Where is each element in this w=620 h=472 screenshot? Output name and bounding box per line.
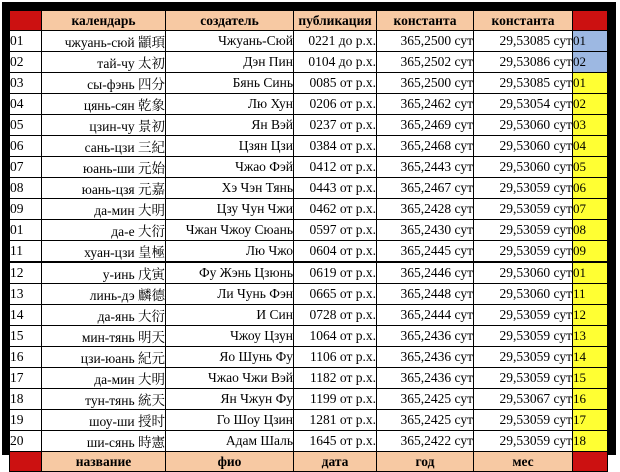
publication-date: 0206 от р.х. (294, 94, 377, 115)
calendar-name: юань-ши 元始 (42, 157, 166, 178)
publication-date: 0221 до р.х. (294, 31, 377, 52)
table-row (10, 115, 608, 136)
month-constant: 29,53060 сут (474, 284, 573, 305)
corner-cell (10, 11, 42, 31)
row-index: 19 (10, 410, 42, 431)
publication-date: 0665 от р.х. (294, 284, 377, 305)
row-index: 18 (10, 389, 42, 410)
calendar-table (9, 10, 608, 472)
month-constant: 29,53059 сут (474, 347, 573, 368)
sequence-number: 03 (573, 115, 608, 136)
month-constant: 29,53067 сут (474, 389, 573, 410)
calendar-name: чжуань-сюй 顓頊 (42, 31, 166, 52)
table-row (10, 410, 608, 431)
year-constant: 365,2469 сут (377, 115, 474, 136)
sequence-number: 14 (573, 347, 608, 368)
calendar-name: цзин-чу 景初 (42, 115, 166, 136)
year-constant: 365,2445 сут (377, 241, 474, 263)
creator-name: Лю Хун (166, 94, 294, 115)
sequence-number: 08 (573, 220, 608, 241)
table-row (10, 199, 608, 220)
creator-name: Фу Жэнь Цзюнь (166, 262, 294, 284)
calendar-name: цянь-сян 乾象 (42, 94, 166, 115)
table-row (10, 73, 608, 94)
table-row (10, 262, 608, 284)
year-constant: 365,2444 сут (377, 305, 474, 326)
creator-name: Чжоу Цзун (166, 326, 294, 347)
year-constant: 365,2422 сут (377, 431, 474, 452)
corner-cell (10, 452, 42, 472)
year-constant: 365,2448 сут (377, 284, 474, 305)
month-constant: 29,53059 сут (474, 178, 573, 199)
table-row (10, 31, 608, 52)
sequence-number: 06 (573, 178, 608, 199)
publication-date: 0619 от р.х. (294, 262, 377, 284)
row-index: 17 (10, 368, 42, 389)
calendar-name: да-мин 大明 (42, 368, 166, 389)
publication-date: 0104 до р.х. (294, 52, 377, 73)
publication-date: 1106 от р.х. (294, 347, 377, 368)
month-constant: 29,53059 сут (474, 410, 573, 431)
publication-date: 0412 от р.х. (294, 157, 377, 178)
creator-name: Адам Шаль (166, 431, 294, 452)
sequence-number: 02 (573, 52, 608, 73)
footer-name: название (42, 452, 166, 472)
publication-date: 0237 от р.х. (294, 115, 377, 136)
row-index: 16 (10, 347, 42, 368)
year-constant: 365,2443 сут (377, 157, 474, 178)
table-row (10, 136, 608, 157)
calendar-name: хуан-цзи 皇極 (42, 241, 166, 263)
creator-name: И Син (166, 305, 294, 326)
sequence-number: 12 (573, 305, 608, 326)
row-index: 04 (10, 94, 42, 115)
table-row (10, 305, 608, 326)
creator-name: Цзу Чун Чжи (166, 199, 294, 220)
footer-date: дата (294, 452, 377, 472)
calendar-name: тай-чу 太初 (42, 52, 166, 73)
year-constant: 365,2436 сут (377, 326, 474, 347)
creator-name: Ян Вэй (166, 115, 294, 136)
calendar-name: мин-тянь 明天 (42, 326, 166, 347)
header-calendar: календарь (42, 11, 166, 31)
sequence-number: 13 (573, 326, 608, 347)
creator-name: Чжан Чжоу Сюань (166, 220, 294, 241)
calendar-name: сань-цзи 三紀 (42, 136, 166, 157)
year-constant: 365,2462 сут (377, 94, 474, 115)
calendar-name: цзи-юань 紀元 (42, 347, 166, 368)
year-constant: 365,2430 сут (377, 220, 474, 241)
footer-month: мес (474, 452, 573, 472)
calendar-name: ши-сянь 時憲 (42, 431, 166, 452)
table-row (10, 52, 608, 73)
year-constant: 365,2500 сут (377, 31, 474, 52)
table-row (10, 241, 608, 263)
publication-date: 1199 от р.х. (294, 389, 377, 410)
month-constant: 29,53085 сут (474, 31, 573, 52)
calendar-name: тун-тянь 統天 (42, 389, 166, 410)
creator-name: Дэн Пин (166, 52, 294, 73)
creator-name: Яо Шунь Фу (166, 347, 294, 368)
row-index: 03 (10, 73, 42, 94)
table-row (10, 157, 608, 178)
calendar-name: да-мин 大明 (42, 199, 166, 220)
row-index: 15 (10, 326, 42, 347)
publication-date: 0462 от р.х. (294, 199, 377, 220)
year-constant: 365,2436 сут (377, 347, 474, 368)
year-constant: 365,2446 сут (377, 262, 474, 284)
year-constant: 365,2467 сут (377, 178, 474, 199)
sequence-number: 15 (573, 368, 608, 389)
month-constant: 29,53059 сут (474, 305, 573, 326)
table-row (10, 284, 608, 305)
calendar-name: юань-цзя 元嘉 (42, 178, 166, 199)
calendar-name: шоу-ши 授时 (42, 410, 166, 431)
header-creator: создатель (166, 11, 294, 31)
month-constant: 29,53059 сут (474, 431, 573, 452)
row-index: 14 (10, 305, 42, 326)
month-constant: 29,53085 сут (474, 73, 573, 94)
corner-cell (573, 452, 608, 472)
row-index: 05 (10, 115, 42, 136)
month-constant: 29,53086 сут (474, 52, 573, 73)
publication-date: 1281 от р.х. (294, 410, 377, 431)
footer-year: год (377, 452, 474, 472)
year-constant: 365,2425 сут (377, 389, 474, 410)
sequence-number: 04 (573, 136, 608, 157)
row-index: 02 (10, 52, 42, 73)
creator-name: Чжуань-Сюй (166, 31, 294, 52)
sequence-number: 02 (573, 94, 608, 115)
publication-date: 0728 от р.х. (294, 305, 377, 326)
year-constant: 365,2428 сут (377, 199, 474, 220)
sequence-number: 01 (573, 31, 608, 52)
table-row (10, 94, 608, 115)
year-constant: 365,2468 сут (377, 136, 474, 157)
month-constant: 29,53059 сут (474, 326, 573, 347)
row-index: 12 (10, 262, 42, 284)
creator-name: Чжао Чжи Вэй (166, 368, 294, 389)
month-constant: 29,53060 сут (474, 157, 573, 178)
row-index: 09 (10, 199, 42, 220)
sequence-number: 09 (573, 241, 608, 263)
calendar-name: сы-фэнь 四分 (42, 73, 166, 94)
corner-cell (573, 11, 608, 31)
table-row (10, 326, 608, 347)
publication-date: 1064 от р.х. (294, 326, 377, 347)
month-constant: 29,53060 сут (474, 136, 573, 157)
month-constant: 29,53059 сут (474, 368, 573, 389)
sequence-number: 01 (573, 262, 608, 284)
table-frame (2, 2, 616, 469)
table-row (10, 389, 608, 410)
row-index: 06 (10, 136, 42, 157)
row-index: 11 (10, 241, 42, 263)
table-row (10, 431, 608, 452)
calendar-name: да-е 大衍 (42, 220, 166, 241)
row-index: 01 (10, 31, 42, 52)
row-index: 20 (10, 431, 42, 452)
row-index: 13 (10, 284, 42, 305)
year-constant: 365,2436 сут (377, 368, 474, 389)
month-constant: 29,53059 сут (474, 199, 573, 220)
sequence-number: 05 (573, 157, 608, 178)
sequence-number: 07 (573, 199, 608, 220)
row-index: 01 (10, 220, 42, 241)
creator-name: Бянь Синь (166, 73, 294, 94)
year-constant: 365,2502 сут (377, 52, 474, 73)
header-publication: публикация (294, 11, 377, 31)
month-constant: 29,53059 сут (474, 220, 573, 241)
header-month-constant: константа (474, 11, 573, 31)
month-constant: 29,53060 сут (474, 115, 573, 136)
year-constant: 365,2500 сут (377, 73, 474, 94)
month-constant: 29,53060 сут (474, 262, 573, 284)
sequence-number: 11 (573, 284, 608, 305)
table-row (10, 220, 608, 241)
calendar-name: линь-дэ 麟德 (42, 284, 166, 305)
creator-name: Цзян Цзи (166, 136, 294, 157)
creator-name: Лю Чжо (166, 241, 294, 263)
month-constant: 29,53059 сут (474, 241, 573, 263)
creator-name: Го Шоу Цзин (166, 410, 294, 431)
sequence-number: 01 (573, 73, 608, 94)
row-index: 08 (10, 178, 42, 199)
publication-date: 0085 от р.х. (294, 73, 377, 94)
publication-date: 0604 от р.х. (294, 241, 377, 263)
table-row (10, 178, 608, 199)
publication-date: 0384 от р.х. (294, 136, 377, 157)
footer-fio: фио (166, 452, 294, 472)
month-constant: 29,53054 сут (474, 94, 573, 115)
header-year-constant: константа (377, 11, 474, 31)
row-index: 07 (10, 157, 42, 178)
table-row (10, 347, 608, 368)
sequence-number: 18 (573, 431, 608, 452)
sequence-number: 17 (573, 410, 608, 431)
footer-row (10, 452, 608, 472)
creator-name: Ян Чжун Фу (166, 389, 294, 410)
year-constant: 365,2425 сут (377, 410, 474, 431)
publication-date: 0597 от р.х. (294, 220, 377, 241)
creator-name: Чжао Фэй (166, 157, 294, 178)
calendar-name: да-янь 大衍 (42, 305, 166, 326)
publication-date: 1645 от р.х. (294, 431, 377, 452)
table-row (10, 368, 608, 389)
sequence-number: 16 (573, 389, 608, 410)
publication-date: 0443 от р.х. (294, 178, 377, 199)
calendar-name: у-инь 戊寅 (42, 262, 166, 284)
creator-name: Ли Чунь Фэн (166, 284, 294, 305)
publication-date: 1182 от р.х. (294, 368, 377, 389)
header-row (10, 11, 608, 31)
creator-name: Хэ Чэн Тянь (166, 178, 294, 199)
